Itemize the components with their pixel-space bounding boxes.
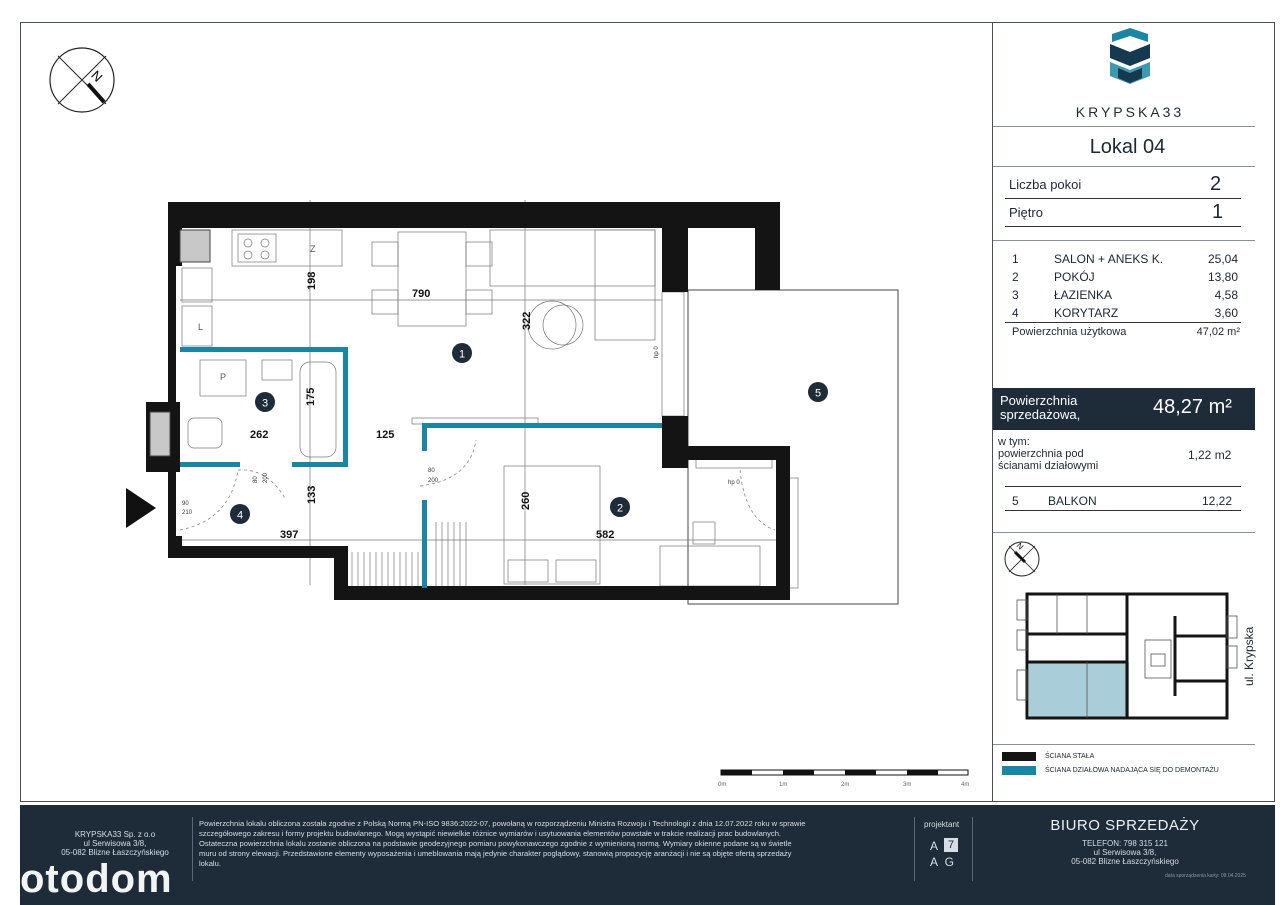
compass-letter: N [88,67,106,85]
room-area: 25,04 [1207,252,1238,266]
svg-text:2m: 2m [841,782,850,788]
office-addr1: ul Serwisowa 3/8, [1093,848,1157,857]
dim-262: 262 [250,429,269,441]
sales-area-value: 48,27 m² [1153,396,1232,418]
footer-divider [972,817,973,881]
company-line2: ul Serwisowa 3/8, [83,839,147,848]
date-note: data sporządzenia karty: 09.04.2025 [1165,873,1246,879]
designer-ag: A G [930,855,957,869]
floor-value: 1 [1212,201,1224,223]
office-addr2: 05-082 Blizne Łaszczyńskiego [1071,857,1179,866]
partition-value: 1,22 m2 [1188,448,1232,462]
dim-175: 175 [305,387,317,406]
usable-area-value: 47,02 m² [1196,326,1240,338]
svg-text:1m: 1m [779,782,788,788]
svg-text:3m: 3m [903,782,912,788]
dim-260: 260 [520,491,532,510]
divider [993,166,1255,167]
divider [1005,486,1241,487]
svg-text:200: 200 [428,478,439,484]
usable-area-label: Powierzchnia użytkowa [1012,326,1127,338]
designer-label: projektant [924,820,960,829]
fixture-labels [198,244,316,382]
keyplan-highlight [1029,662,1129,718]
room-area: 4,58 [1214,288,1238,302]
svg-text:P: P [220,372,227,382]
svg-text:0m: 0m [718,782,727,788]
floor-label: Piętro [1009,205,1043,220]
balcony-area: 12,22 [1201,494,1232,508]
divider [993,126,1255,127]
company-line1: KRYPSKA33 Sp. z o.o [74,830,156,839]
svg-text:L: L [198,322,204,332]
room-marker-5: 5 [814,387,822,400]
room-marker-4: 4 [236,509,244,522]
note-line5: lokalu. [199,859,221,868]
divider [1005,322,1241,323]
brand-logo [1100,28,1160,92]
designer-number: 7 [944,838,958,852]
footer-divider [192,817,193,881]
divider [1005,198,1241,199]
rooms-count-label: Liczba pokoi [1009,177,1082,192]
room-name: POKÓJ [1054,270,1095,284]
legend-swatch-partition [1002,766,1036,775]
company-line3: 05-082 Blizne Łaszczyńskiego [61,848,169,857]
dim-125: 125 [376,429,395,441]
dim-133: 133 [306,485,318,504]
svg-text:210: 210 [182,510,193,516]
room-marker-2: 2 [616,502,624,515]
sales-area-label-line1: Powierzchnia [1000,393,1078,408]
sales-area-label-line2: sprzedażowa, [1000,407,1081,422]
room-marker-3: 3 [261,397,269,410]
scale-bar [718,770,969,788]
room-name: SALON + ANEKS K. [1054,252,1164,266]
office-title: BIURO SPRZEDAŻY [1050,817,1200,834]
note-line1: Powierzchnia lokalu obliczona została zgodnie z Polską Normą PN-ISO 9836:2022-07, powołaną w rozporządzeniu Ministra Rozwoju i Technologii z dnia 12.07.2022 roku w sprawie [199,819,806,828]
room-name: ŁAZIENKA [1054,288,1113,302]
entrance-arrow-icon [126,488,156,528]
shaft [180,230,210,262]
legend-solid-label: ŚCIANA STAŁA [1045,753,1095,760]
divider [993,240,1255,241]
street-label: ul. Krypska [1242,626,1256,686]
room-no: 1 [1012,252,1019,266]
dimensions [250,272,614,541]
divider [993,532,1255,533]
divider [1005,226,1241,227]
sales-area-label [1000,394,1080,422]
compass-icon [50,48,114,112]
room-no: 4 [1012,306,1019,320]
note-line2: szczegółowego zakresu i formy projektu budowlanego. Mogą wystąpić niewielkie różnice wymiarów i usytuowania elementów powstałe w trakcie realizacji prac budowlanych. [199,829,782,838]
office-phone: TELEFON: 798 315 121 [1082,839,1168,848]
svg-text:4m: 4m [961,782,970,788]
shaft-2 [150,412,170,456]
divider [993,744,1255,745]
room-area: 3,60 [1214,306,1238,320]
furniture-lines [180,200,798,588]
dim-198: 198 [306,271,318,290]
company-info [20,830,210,857]
legend-partition-label: ŚCIANA DZIAŁOWA NADAJĄCA SIĘ DO DEMONTAŻU [1045,767,1219,774]
room-area: 13,80 [1207,270,1238,284]
rooms-count-value: 2 [1210,173,1222,195]
divider [1005,510,1241,511]
dim-582: 582 [596,529,615,541]
partition-note [998,436,1098,472]
room-no: 2 [1012,270,1019,284]
svg-text:Z: Z [310,244,316,254]
room-name: KORYTARZ [1054,306,1119,320]
watermark: otodom [20,857,173,901]
unit-title: Lokal 04 [1089,136,1166,158]
balcony-name: BALKON [1048,494,1097,508]
svg-text:hp 0: hp 0 [728,480,740,486]
legal-note [199,819,919,869]
sales-area-box [993,388,1255,430]
note-line4: muru od strony elewacji. Przedstawione elementy wyposażenia i umeblowania mają jedynie charakter poglądowy, stanowią propozycję aranżacji i nie są objęte ofertą sprzedaży [199,849,792,858]
partition-note-line1: w tym: [998,436,1030,448]
note-line3: Ostateczna powierzchnia lokalu zostanie obliczona na podstawie geodezyjnego pomiaru powykonawczego zgodnie z wymienioną normą. Wymiary okienne podane są w świetle [199,839,792,848]
room-no: 3 [1012,288,1019,302]
svg-text:80: 80 [253,476,259,483]
keyplan-compass-letter: N [1014,541,1026,552]
balcony-no: 5 [1012,494,1019,508]
footer-divider [914,817,915,881]
legend-swatch-solid [1002,752,1036,761]
svg-text:200: 200 [263,472,269,483]
dim-790: 790 [412,288,431,300]
designer-a: A [930,839,939,853]
dim-397: 397 [280,529,299,541]
partition-note-line3: ścianami działowymi [998,460,1099,472]
dim-322: 322 [521,311,533,330]
room-marker-1: 1 [458,348,466,361]
svg-text:90: 90 [182,501,189,507]
svg-text:hp 0: hp 0 [654,346,660,358]
office-info [980,839,1270,866]
brand-name: KRYPSKA33 [1075,104,1185,120]
footer [20,805,1275,905]
partition-note-line2: powierzchnia pod [998,448,1084,460]
keyplan-compass-icon [1005,541,1039,576]
svg-text:80: 80 [428,468,435,474]
key-plan [995,536,1265,736]
